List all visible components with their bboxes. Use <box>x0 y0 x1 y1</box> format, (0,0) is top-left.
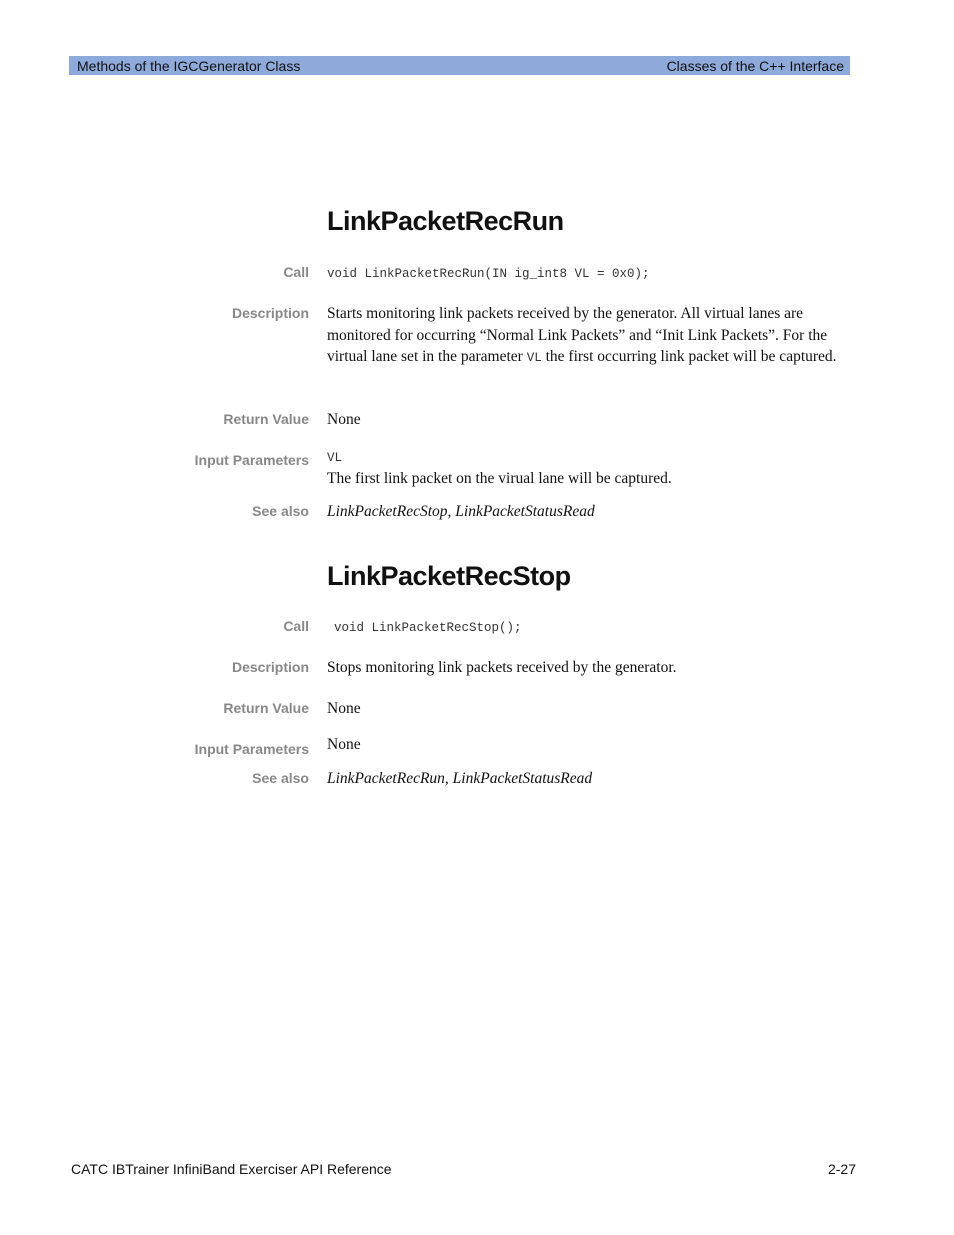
see-also-separator: , <box>444 770 449 787</box>
see-also-links <box>327 768 857 790</box>
input-parameters-label: Input Parameters <box>194 452 309 468</box>
description-label: Description <box>231 659 309 675</box>
section-title-linkpacketrecrun: LinkPacketRecRun <box>327 206 564 236</box>
see-also-separator: , <box>447 503 452 520</box>
return-value-text: None <box>327 411 361 428</box>
description-text <box>327 303 857 370</box>
return-value-text: None <box>327 700 361 717</box>
footer-page-number: 2-27 <box>827 1161 856 1177</box>
see-also-link-linkpacketstatusread[interactable]: LinkPacketStatusRead <box>452 770 593 787</box>
call-label: Call <box>283 264 309 280</box>
header-chapter-title: Methods of the IGCGenerator Class <box>77 57 301 74</box>
description-label: Description <box>231 305 309 321</box>
description-text-part: the first occurring link packet will be captured. <box>541 348 837 365</box>
header-section-title: Classes of the C++ Interface <box>666 57 844 74</box>
section-title-linkpacketrecstop: LinkPacketRecStop <box>327 561 571 591</box>
input-parameters-label: Input Parameters <box>194 741 309 757</box>
see-also-link-linkpacketstatusread[interactable]: LinkPacketStatusRead <box>455 503 595 520</box>
description-text: Stops monitoring link packets received by the generator. <box>327 659 677 676</box>
return-value-label: Return Value <box>223 411 309 427</box>
see-also-links <box>327 501 857 523</box>
see-also-label: See also <box>252 770 309 786</box>
description-text-part: Starts monitoring link packets received by the generator. All virtual lanes are monitored for occurring “Normal Link Packets” and “Init Link Packets”. For the virtual lane set in the parameter <box>327 305 828 365</box>
input-param-name: VL <box>327 451 343 465</box>
call-signature: void LinkPacketRecStop(); <box>334 621 522 635</box>
running-header <box>69 56 850 75</box>
input-param-description: The first link packet on the virual lane will be captured. <box>327 470 672 487</box>
see-also-link-linkpacketrecstop[interactable]: LinkPacketRecStop <box>327 503 448 520</box>
input-params-text: None <box>327 736 361 753</box>
call-signature: void LinkPacketRecRun(IN ig_int8 VL = 0x0); <box>327 267 650 281</box>
footer-document-title: CATC IBTrainer InfiniBand Exerciser API Reference <box>71 1161 392 1177</box>
inline-code-vl: VL <box>526 351 542 365</box>
see-also-link-linkpacketrecrun[interactable]: LinkPacketRecRun <box>327 770 445 787</box>
return-value-label: Return Value <box>223 700 309 716</box>
call-label: Call <box>283 618 309 634</box>
see-also-label: See also <box>252 503 309 519</box>
